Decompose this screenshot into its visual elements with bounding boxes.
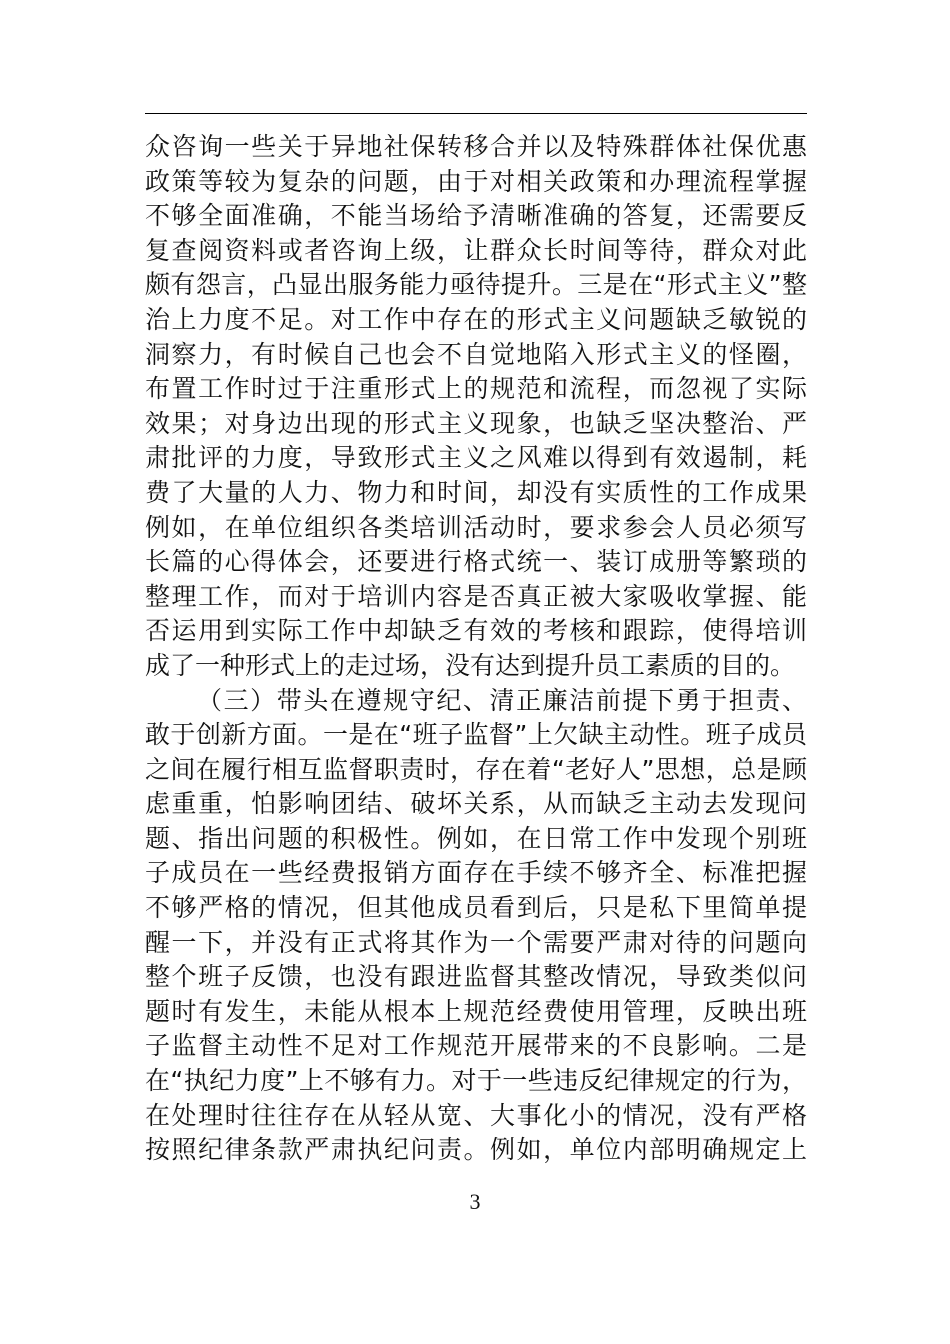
text-line: 肃批评的力度，导致形式主义之风难以得到有效遏制，耗 bbox=[145, 443, 807, 473]
text-line: 洞察力，有时候自己也会不自觉地陷入形式主义的怪圈， bbox=[145, 339, 807, 369]
text-line: 整个班子反馈，也没有跟进监督其整改情况，导致类似问 bbox=[145, 962, 807, 992]
text-line: 按照纪律条款严肃执纪问责。例如，单位内部明确规定上 bbox=[145, 1135, 807, 1165]
text-line: 长篇的心得体会，还要进行格式统一、装订成册等繁琐的 bbox=[145, 547, 807, 577]
text-line: 政策等较为复杂的问题，由于对相关政策和办理流程掌握 bbox=[145, 166, 807, 196]
text-line: 不够全面准确，不能当场给予清晰准确的答复，还需要反 bbox=[145, 201, 807, 231]
text-line: 众咨询一些关于异地社保转移合并以及特殊群体社保优惠 bbox=[145, 132, 807, 161]
text-line: 题、指出问题的积极性。例如，在日常工作中发现个别班 bbox=[145, 823, 807, 853]
text-line: 治上力度不足。对工作中存在的形式主义问题缺乏敏锐的 bbox=[145, 304, 807, 334]
text-line: 敢于创新方面。一是在“班子监督”上欠缺主动性。班子成员 bbox=[145, 720, 807, 750]
section-heading-line: （三）带头在遵规守纪、清正廉洁前提下勇于担责、 bbox=[197, 685, 807, 715]
document-body bbox=[145, 130, 807, 1168]
text-line: 不够严格的情况，但其他成员看到后，只是私下里简单提 bbox=[145, 893, 807, 923]
text-line: 整理工作，而对于培训内容是否真正被大家吸收掌握、能 bbox=[145, 581, 807, 611]
text-line: 效果；对身边出现的形式主义现象，也缺乏坚决整治、严 bbox=[145, 408, 807, 438]
page-number: 3 bbox=[469, 1189, 481, 1214]
text-line: 在处理时往往存在从轻从宽、大事化小的情况，没有严格 bbox=[145, 1100, 807, 1130]
text-line: 醒一下，并没有正式将其作为一个需要严肃对待的问题向 bbox=[145, 927, 807, 957]
header-rule bbox=[145, 113, 807, 114]
text-line: 虑重重，怕影响团结、破坏关系，从而缺乏主动去发现问 bbox=[145, 789, 807, 819]
text-line: 题时有发生，未能从根本上规范经费使用管理，反映出班 bbox=[145, 996, 807, 1026]
text-line: 颇有怨言，凸显出服务能力亟待提升。三是在“形式主义”整 bbox=[145, 270, 807, 300]
text-line: 复查阅资料或者咨询上级，让群众长时间等待，群众对此 bbox=[145, 235, 807, 265]
text-line: 费了大量的人力、物力和时间，却没有实质性的工作成果 bbox=[145, 477, 807, 507]
text-line: 在“执纪力度”上不够有力。对于一些违反纪律规定的行为， bbox=[145, 1066, 807, 1096]
text-line: 子监督主动性不足对工作规范开展带来的不良影响。二是 bbox=[145, 1031, 807, 1061]
text-line: 否运用到实际工作中却缺乏有效的考核和跟踪，使得培训 bbox=[145, 616, 807, 646]
text-line: 子成员在一些经费报销方面存在手续不够齐全、标准把握 bbox=[145, 858, 807, 888]
text-line: 例如，在单位组织各类培训活动时，要求参会人员必须写 bbox=[145, 512, 807, 542]
text-line: 之间在履行相互监督职责时，存在着“老好人”思想，总是顾 bbox=[145, 754, 807, 784]
paragraph-end-line: 成了一种形式上的走过场，没有达到提升员工素质的目的。 bbox=[145, 650, 796, 680]
text-line: 布置工作时过于注重形式上的规范和流程，而忽视了实际 bbox=[145, 374, 807, 404]
